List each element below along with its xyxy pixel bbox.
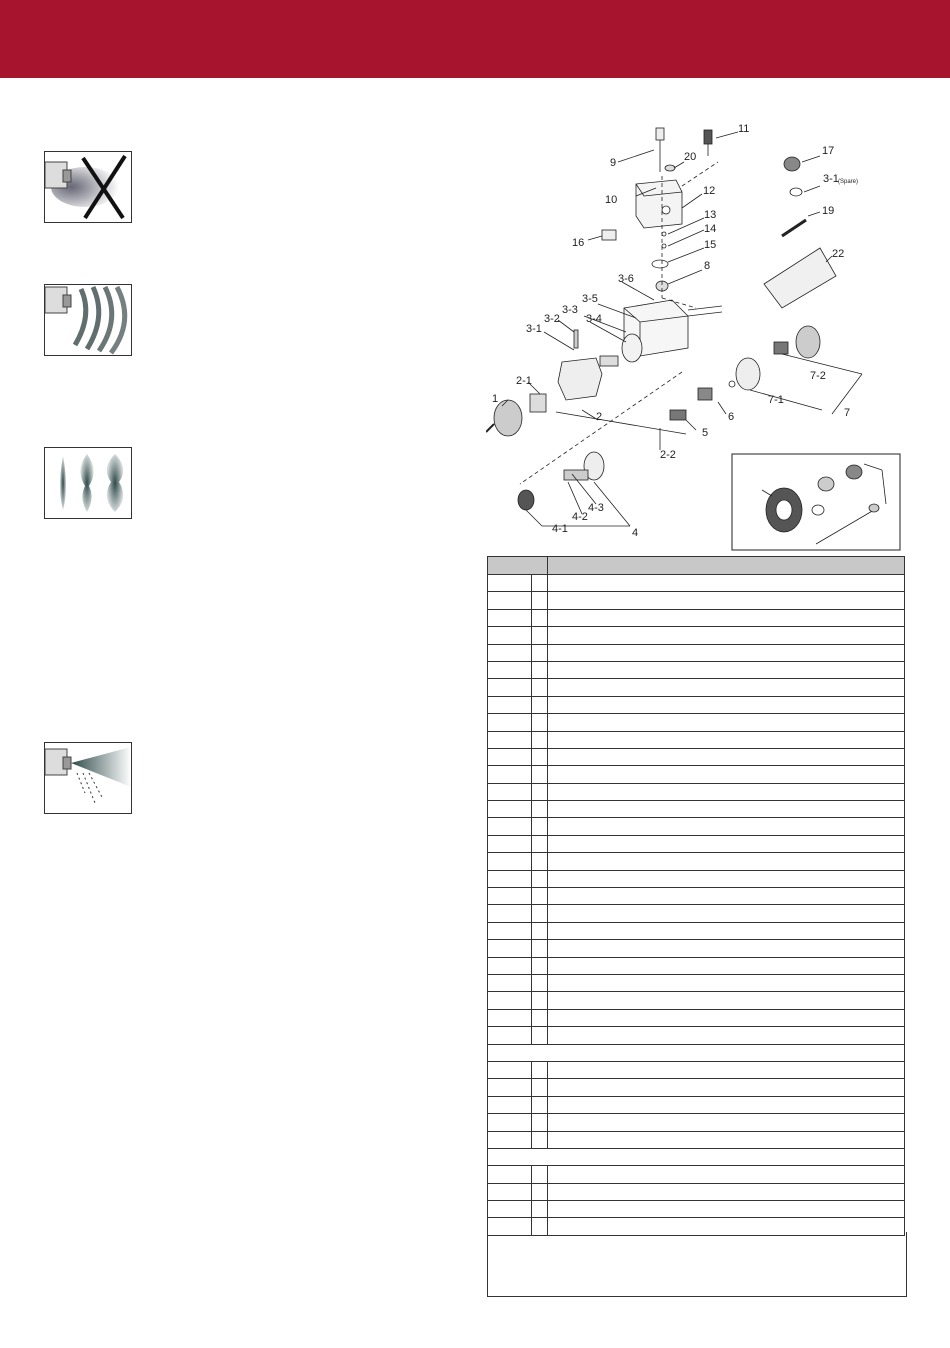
table-cell bbox=[488, 922, 532, 939]
table-cell bbox=[548, 1096, 905, 1113]
table-cell bbox=[488, 661, 532, 678]
table-cell bbox=[532, 835, 548, 852]
table-row bbox=[488, 1027, 905, 1044]
table-cell bbox=[548, 679, 905, 696]
callout-label: 9 bbox=[610, 157, 617, 169]
table-cell bbox=[548, 818, 905, 835]
table-header-cell bbox=[548, 557, 905, 575]
table-cell bbox=[548, 1166, 905, 1183]
table-cell bbox=[548, 575, 905, 592]
table-cell bbox=[548, 1027, 905, 1044]
table-row bbox=[488, 818, 905, 835]
table-row bbox=[488, 661, 905, 678]
table-cell bbox=[488, 1009, 532, 1026]
table-cell bbox=[532, 1114, 548, 1131]
table-cell bbox=[488, 1166, 532, 1183]
table-section-row bbox=[488, 1148, 905, 1165]
table-cell bbox=[488, 818, 532, 835]
callout-label: 2 bbox=[596, 411, 603, 423]
table-cell bbox=[488, 1061, 532, 1078]
callout-label: 3-3 bbox=[562, 304, 578, 316]
table-cell bbox=[548, 661, 905, 678]
spray-spitting-icon bbox=[44, 742, 132, 814]
table-cell bbox=[548, 766, 905, 783]
callout-label: 3-4 bbox=[586, 313, 602, 325]
callout-label: 7-2 bbox=[810, 370, 826, 382]
table-cell bbox=[532, 627, 548, 644]
callout-label: 5 bbox=[702, 427, 709, 439]
table-row bbox=[488, 1061, 905, 1078]
table-row bbox=[488, 957, 905, 974]
callout-label: 4-1 bbox=[552, 523, 568, 535]
table-cell bbox=[548, 609, 905, 626]
table-row bbox=[488, 731, 905, 748]
table-cell bbox=[548, 801, 905, 818]
callout-label: 20 bbox=[684, 151, 697, 163]
callout-label: 17 bbox=[822, 145, 835, 157]
table-cell bbox=[548, 853, 905, 870]
table-cell bbox=[488, 1131, 532, 1148]
callout-label: (Spare) bbox=[838, 179, 859, 185]
table-cell bbox=[532, 609, 548, 626]
table-row bbox=[488, 679, 905, 696]
table-cell bbox=[532, 592, 548, 609]
callout-label: 7 bbox=[844, 407, 851, 419]
table-row bbox=[488, 748, 905, 765]
table-row bbox=[488, 592, 905, 609]
table-row bbox=[488, 1009, 905, 1026]
callout-label: 3-2 bbox=[544, 313, 560, 325]
table-row bbox=[488, 1079, 905, 1096]
table-cell bbox=[532, 974, 548, 991]
callout-label: 10 bbox=[605, 194, 618, 206]
table-cell bbox=[532, 679, 548, 696]
table-row bbox=[488, 766, 905, 783]
table-cell bbox=[548, 627, 905, 644]
table-cell bbox=[548, 731, 905, 748]
callout-label: 2-2 bbox=[660, 449, 676, 461]
table-row bbox=[488, 644, 905, 661]
callout-label: 4-3 bbox=[588, 502, 604, 514]
callout-label: 3-1 bbox=[526, 323, 542, 335]
table-cell bbox=[488, 1096, 532, 1113]
notes-box bbox=[487, 1232, 907, 1297]
table-row bbox=[488, 1166, 905, 1183]
table-cell bbox=[488, 905, 532, 922]
table-cell bbox=[488, 609, 532, 626]
table-cell bbox=[488, 853, 532, 870]
table-row bbox=[488, 1096, 905, 1113]
table-cell bbox=[548, 992, 905, 1009]
table-row bbox=[488, 627, 905, 644]
table-row bbox=[488, 940, 905, 957]
table-cell bbox=[532, 766, 548, 783]
table-cell bbox=[548, 714, 905, 731]
table-row bbox=[488, 1131, 905, 1148]
table-cell bbox=[488, 766, 532, 783]
callout-label: 3-5 bbox=[582, 293, 598, 305]
table-cell bbox=[548, 922, 905, 939]
table-cell bbox=[488, 940, 532, 957]
table-cell bbox=[532, 905, 548, 922]
table-section-row bbox=[488, 1044, 905, 1061]
table-cell bbox=[488, 835, 532, 852]
table-cell bbox=[532, 1027, 548, 1044]
table-cell bbox=[532, 748, 548, 765]
table-cell bbox=[532, 888, 548, 905]
table-cell bbox=[532, 1201, 548, 1218]
parts-list-table bbox=[487, 556, 905, 1236]
table-cell bbox=[532, 714, 548, 731]
table-cell bbox=[488, 644, 532, 661]
table-cell bbox=[548, 974, 905, 991]
table-cell bbox=[548, 1061, 905, 1078]
table-cell bbox=[548, 1183, 905, 1200]
table-cell bbox=[532, 661, 548, 678]
table-cell bbox=[548, 1114, 905, 1131]
table-cell bbox=[488, 1027, 532, 1044]
table-cell bbox=[532, 575, 548, 592]
table-cell bbox=[548, 870, 905, 887]
table-cell bbox=[548, 1201, 905, 1218]
table-cell bbox=[488, 575, 532, 592]
exploded-parts-diagram bbox=[486, 112, 926, 552]
callout-label: 14 bbox=[704, 223, 717, 235]
table-cell bbox=[532, 1131, 548, 1148]
table-row bbox=[488, 888, 905, 905]
table-cell bbox=[532, 1061, 548, 1078]
table-cell bbox=[532, 696, 548, 713]
table-row bbox=[488, 992, 905, 1009]
table-cell bbox=[488, 679, 532, 696]
table-cell bbox=[488, 731, 532, 748]
table-row bbox=[488, 870, 905, 887]
callout-label: 19 bbox=[822, 205, 835, 217]
table-cell bbox=[532, 940, 548, 957]
table-cell bbox=[548, 835, 905, 852]
table-cell bbox=[548, 696, 905, 713]
table-cell bbox=[488, 801, 532, 818]
table-row bbox=[488, 714, 905, 731]
table-cell bbox=[488, 1114, 532, 1131]
callout-label: 4 bbox=[632, 527, 639, 539]
table-row bbox=[488, 1201, 905, 1218]
table-cell bbox=[548, 1009, 905, 1026]
table-row bbox=[488, 905, 905, 922]
callout-label: 8 bbox=[704, 260, 711, 272]
table-section-cell bbox=[488, 1044, 905, 1061]
table-cell bbox=[488, 870, 532, 887]
table-cell bbox=[488, 957, 532, 974]
table-cell bbox=[532, 1009, 548, 1026]
table-cell bbox=[532, 783, 548, 800]
table-row bbox=[488, 609, 905, 626]
table-row bbox=[488, 853, 905, 870]
table-cell bbox=[532, 801, 548, 818]
callout-label: 6 bbox=[728, 411, 735, 423]
table-header-row bbox=[488, 557, 905, 575]
table-row bbox=[488, 1114, 905, 1131]
table-cell bbox=[532, 1183, 548, 1200]
table-cell bbox=[488, 888, 532, 905]
table-row bbox=[488, 575, 905, 592]
table-cell bbox=[548, 888, 905, 905]
callout-label: 1 bbox=[492, 393, 499, 405]
table-row bbox=[488, 922, 905, 939]
table-cell bbox=[488, 783, 532, 800]
callout-label: 12 bbox=[703, 185, 716, 197]
callout-label: 16 bbox=[572, 237, 585, 249]
table-cell bbox=[548, 644, 905, 661]
callout-label: 7-1 bbox=[768, 394, 784, 406]
table-row bbox=[488, 835, 905, 852]
table-cell bbox=[488, 592, 532, 609]
table-cell bbox=[532, 1096, 548, 1113]
table-row bbox=[488, 1183, 905, 1200]
table-cell bbox=[548, 940, 905, 957]
callout-label: 22 bbox=[832, 248, 845, 260]
table-cell bbox=[488, 748, 532, 765]
table-cell bbox=[532, 1166, 548, 1183]
table-cell bbox=[548, 905, 905, 922]
callout-label: 2-1 bbox=[516, 375, 532, 387]
callout-label: 3-1 bbox=[823, 173, 839, 185]
table-section-cell bbox=[488, 1148, 905, 1165]
callout-label: 3-6 bbox=[618, 273, 634, 285]
callout-label: 4-2 bbox=[572, 511, 588, 523]
table-cell bbox=[532, 992, 548, 1009]
table-cell bbox=[548, 748, 905, 765]
callout-label: 13 bbox=[704, 209, 717, 221]
callout-label: 11 bbox=[738, 123, 750, 135]
table-cell bbox=[488, 1183, 532, 1200]
table-cell bbox=[548, 783, 905, 800]
spray-pattern-shapes-icon bbox=[44, 447, 132, 519]
table-cell bbox=[532, 870, 548, 887]
callout-label: 15 bbox=[704, 239, 717, 251]
table-cell bbox=[488, 1079, 532, 1096]
crossed-out-spray-pattern-icon bbox=[44, 151, 132, 223]
table-cell bbox=[548, 1079, 905, 1096]
table-cell bbox=[488, 696, 532, 713]
table-cell bbox=[488, 974, 532, 991]
table-cell bbox=[532, 644, 548, 661]
table-cell bbox=[548, 592, 905, 609]
arc-spray-pattern-icon bbox=[44, 284, 132, 356]
table-cell bbox=[532, 957, 548, 974]
table-header-cell bbox=[488, 557, 548, 575]
table-cell bbox=[488, 714, 532, 731]
table-row bbox=[488, 783, 905, 800]
table-cell bbox=[548, 957, 905, 974]
header-banner bbox=[0, 0, 950, 78]
table-cell bbox=[488, 627, 532, 644]
table-row bbox=[488, 974, 905, 991]
table-row bbox=[488, 696, 905, 713]
table-cell bbox=[488, 1201, 532, 1218]
table-cell bbox=[532, 731, 548, 748]
table-cell bbox=[532, 853, 548, 870]
table-row bbox=[488, 801, 905, 818]
table-cell bbox=[532, 1079, 548, 1096]
table-cell bbox=[532, 818, 548, 835]
table-cell bbox=[532, 922, 548, 939]
table-cell bbox=[548, 1131, 905, 1148]
table-cell bbox=[488, 992, 532, 1009]
